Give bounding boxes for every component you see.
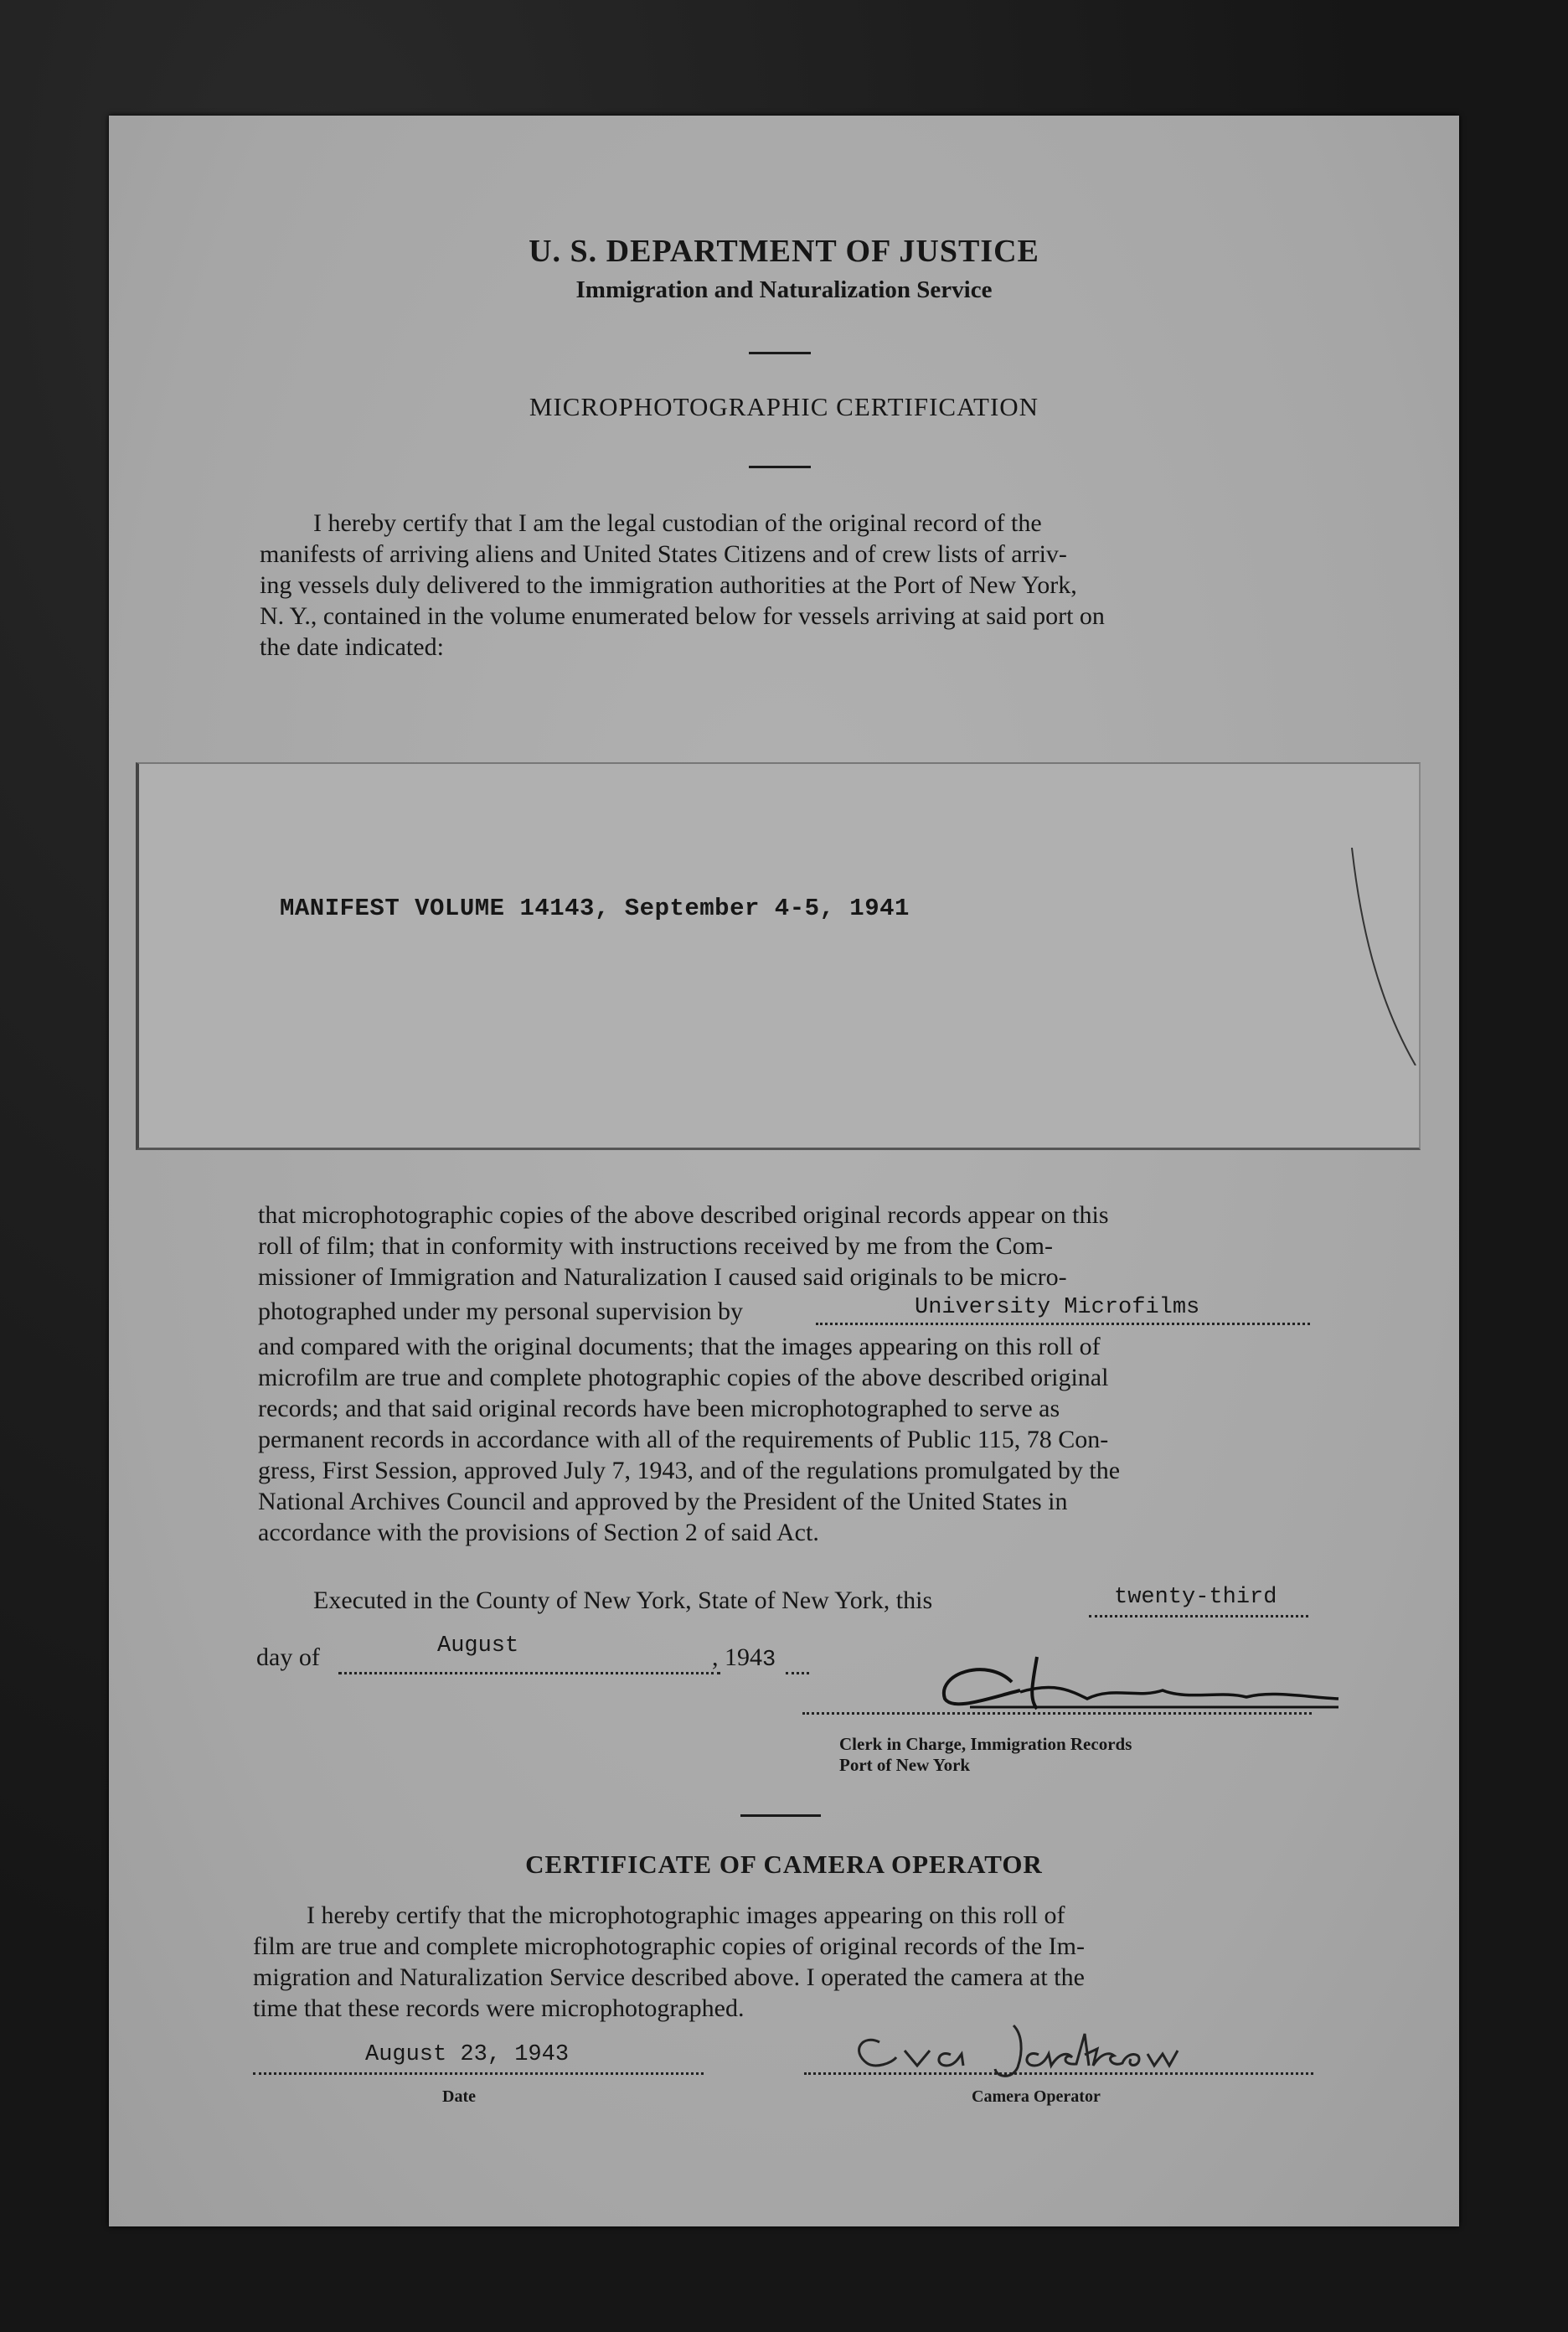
camera-line: migration and Naturalization Service described above. I operated the camera at the bbox=[253, 1963, 1085, 1991]
body-line: roll of film; that in conformity with instructions received by me from the Com- bbox=[258, 1232, 1053, 1260]
execution-month: August bbox=[437, 1633, 519, 1659]
camera-section-divider bbox=[740, 1814, 821, 1817]
execution-day: twenty-third bbox=[1114, 1585, 1277, 1610]
supervision-line bbox=[258, 1296, 1310, 1331]
intro-paragraph bbox=[260, 508, 1308, 663]
body-line: microfilm are true and complete photographic copies of the above described original bbox=[258, 1364, 1109, 1391]
execution-prefix: Executed in the County of New York, State of New York, this bbox=[313, 1586, 933, 1614]
camera-line: time that these records were microphotographed. bbox=[253, 1994, 745, 2022]
certificate-sheet bbox=[109, 116, 1459, 2226]
camera-line: film are true and complete microphotographic copies of original records of the Im- bbox=[253, 1932, 1085, 1960]
clerk-title-block bbox=[839, 1734, 1132, 1776]
supervisor-name: University Microfilms bbox=[915, 1295, 1200, 1320]
supervisor-dotted-line bbox=[816, 1323, 1310, 1325]
manifest-volume: MANIFEST VOLUME 14143, September 4-5, 1941 bbox=[280, 895, 910, 922]
body-line: accordance with the provisions of Section 2 of said Act. bbox=[258, 1519, 819, 1546]
body-line: that microphotographic copies of the above described original records appear on this bbox=[258, 1201, 1109, 1229]
clerk-location: Port of New York bbox=[839, 1755, 971, 1775]
clerk-signature-image bbox=[886, 1648, 1406, 1715]
intro-line: manifests of arriving aliens and United States Citizens and of crew lists of arriv- bbox=[260, 540, 1067, 568]
date-label: Date bbox=[442, 2087, 476, 2106]
certification-title: MICROPHOTOGRAPHIC CERTIFICATION bbox=[529, 392, 1039, 421]
body-line: and compared with the original documents; that the images appearing on this roll of bbox=[258, 1333, 1101, 1360]
clerk-signature bbox=[886, 1648, 1406, 1715]
intro-line: the date indicated: bbox=[260, 633, 444, 661]
camera-line: I hereby certify that the microphotographic images appearing on this roll of bbox=[307, 1901, 1065, 1929]
clerk-title: Clerk in Charge, Immigration Records bbox=[839, 1734, 1132, 1754]
day-of-label: day of bbox=[256, 1643, 320, 1671]
intro-line: N. Y., contained in the volume enumerated below for vessels arriving at said port on bbox=[260, 602, 1105, 630]
supervision-prefix: photographed under my personal supervision by bbox=[258, 1298, 744, 1325]
camera-date-value: August 23, 1943 bbox=[365, 2042, 570, 2067]
body-paragraph bbox=[258, 1200, 1310, 1548]
execution-year bbox=[712, 1642, 776, 1676]
header-divider-bottom bbox=[749, 466, 811, 468]
body-line: National Archives Council and approved by the President of the United States in bbox=[258, 1488, 1068, 1515]
intro-line: I hereby certify that I am the legal custodian of the original record of the bbox=[313, 509, 1042, 537]
body-line: gress, First Session, approved July 7, 1943, and of the regulations promulgated by the bbox=[258, 1457, 1121, 1484]
body-line: records; and that said original records have been microphotographed to serve as bbox=[258, 1395, 1060, 1422]
department-heading: U. S. DEPARTMENT OF JUSTICE bbox=[529, 234, 1039, 269]
month-dotted-line bbox=[338, 1672, 720, 1674]
insert-curl-mark bbox=[1335, 848, 1419, 1065]
camera-certificate-title: CERTIFICATE OF CAMERA OPERATOR bbox=[525, 1850, 1043, 1879]
operator-dotted-line bbox=[804, 2072, 1313, 2075]
day-dotted-line bbox=[1089, 1615, 1308, 1617]
service-heading: Immigration and Naturalization Service bbox=[575, 276, 993, 303]
body-line: missioner of Immigration and Naturalization I caused said originals to be micro- bbox=[258, 1263, 1067, 1291]
clerk-signature-dotted-line bbox=[802, 1712, 1312, 1715]
record-insert-box bbox=[136, 762, 1421, 1150]
date-dotted-line bbox=[253, 2072, 704, 2075]
year-digit: 3 bbox=[762, 1648, 776, 1673]
year-dotted-line bbox=[786, 1672, 809, 1674]
body-line: permanent records in accordance with all of the requirements of Public 115, 78 Con- bbox=[258, 1426, 1109, 1453]
camera-paragraph bbox=[253, 1900, 1305, 2024]
header-divider-top bbox=[749, 352, 811, 354]
intro-line: ing vessels duly delivered to the immigration authorities at the Port of New York, bbox=[260, 571, 1077, 599]
year-prefix: , 194 bbox=[712, 1643, 762, 1671]
operator-label: Camera Operator bbox=[972, 2087, 1101, 2106]
